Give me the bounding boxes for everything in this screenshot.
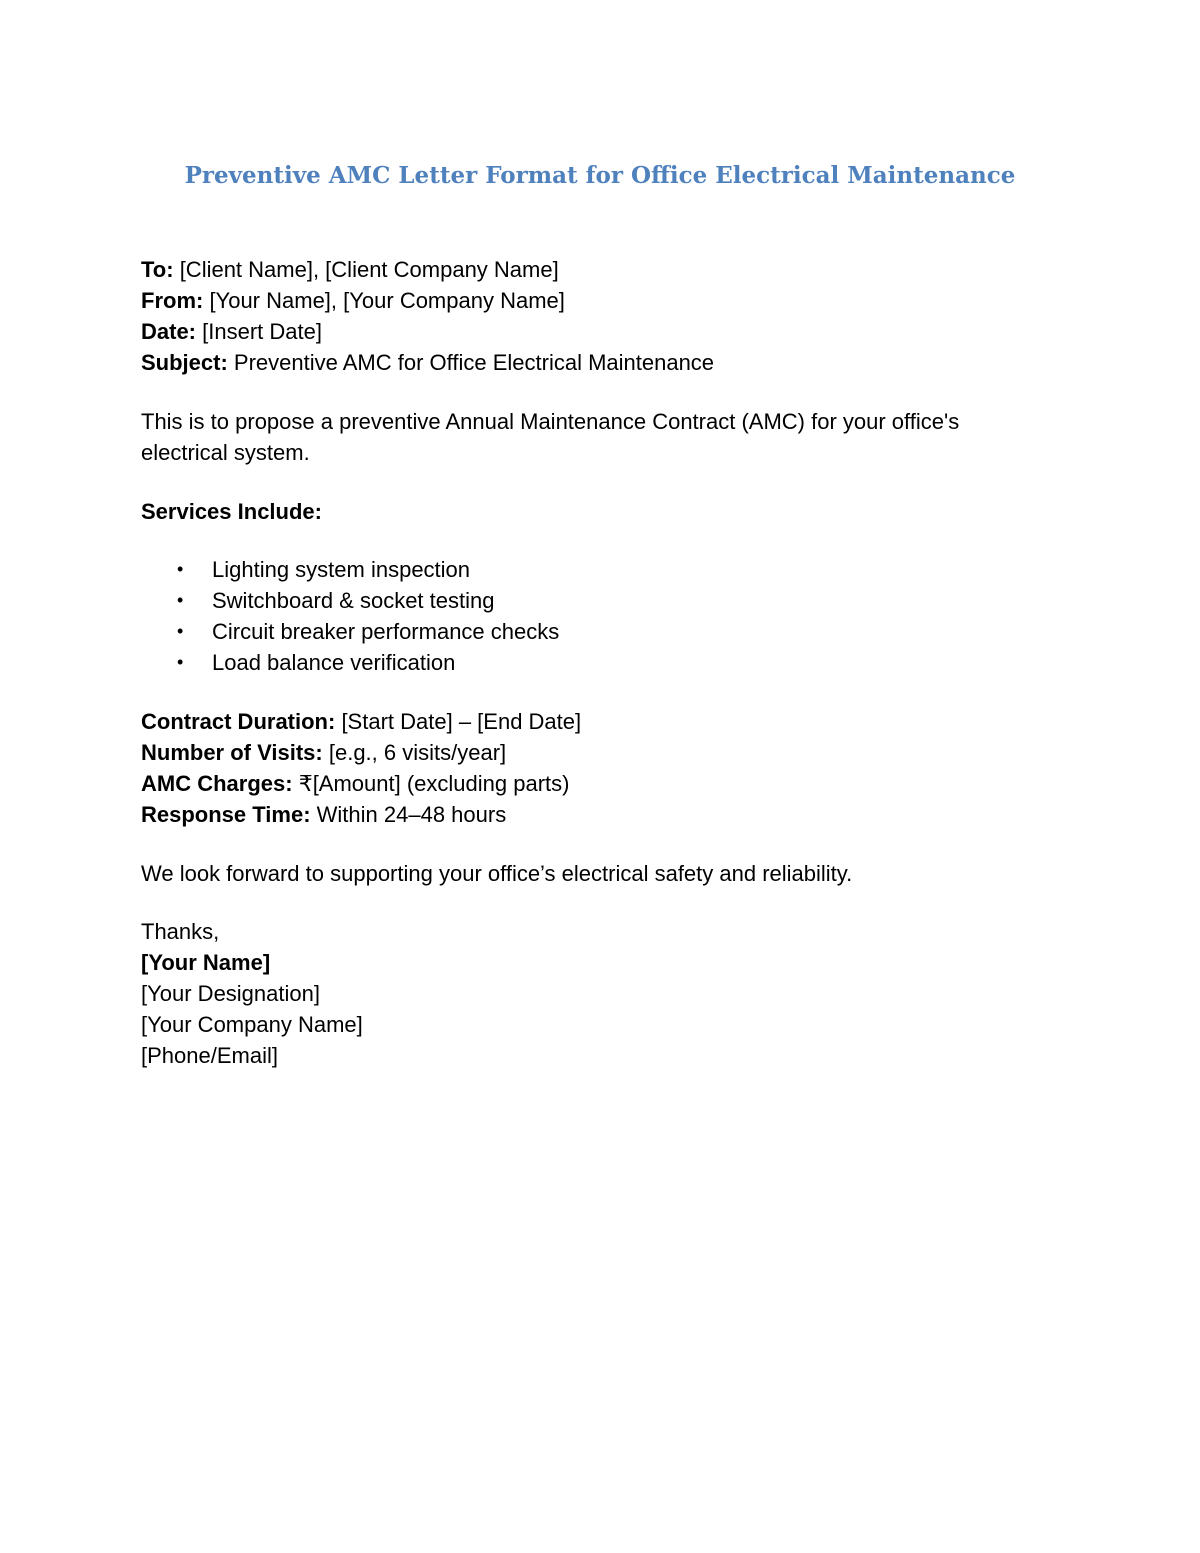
duration-line xyxy=(141,706,1061,737)
duration-label: Contract Duration: xyxy=(141,709,336,734)
response-label: Response Time: xyxy=(141,802,311,827)
services-section xyxy=(141,496,1061,527)
bullet-icon: • xyxy=(177,652,184,672)
document-title: Preventive AMC Letter Format for Office Electrical Maintenance xyxy=(184,162,1016,189)
date-line xyxy=(141,316,1061,347)
service-item-label: Switchboard & socket testing xyxy=(212,588,495,613)
service-item-label: Lighting system inspection xyxy=(212,557,471,582)
visits-value: [e.g., 6 visits/year] xyxy=(322,740,507,765)
bullet-icon: • xyxy=(177,590,184,610)
service-item-label: Circuit breaker performance checks xyxy=(212,619,560,644)
signature-contact: [Phone/Email] xyxy=(141,1043,278,1068)
to-line xyxy=(141,254,1061,285)
from-value: [Your Name], [Your Company Name] xyxy=(203,288,565,313)
service-item-label: Load balance verification xyxy=(212,650,456,675)
bullet-icon: • xyxy=(177,621,184,641)
charges-value: ₹[Amount] (excluding parts) xyxy=(292,771,570,796)
from-line xyxy=(141,285,1061,316)
response-value: Within 24–48 hours xyxy=(310,802,507,827)
letter-header xyxy=(141,254,1061,378)
closing-paragraph xyxy=(141,858,1061,889)
response-line xyxy=(141,799,1061,830)
date-value: [Insert Date] xyxy=(196,319,322,344)
intro-line-1: This is to propose a preventive Annual Maintenance Contract (AMC) for your office's xyxy=(141,409,960,434)
closing-statement: We look forward to supporting your office’s electrical safety and reliability. xyxy=(141,861,853,886)
signature-block xyxy=(141,916,1061,1071)
subject-value: Preventive AMC for Office Electrical Maintenance xyxy=(227,350,715,375)
signature-company: [Your Company Name] xyxy=(141,1012,363,1037)
thanks-text: Thanks, xyxy=(141,919,220,944)
contract-terms xyxy=(141,706,1061,830)
visits-label: Number of Visits: xyxy=(141,740,323,765)
charges-line xyxy=(141,768,1061,799)
list-item xyxy=(141,616,1061,647)
intro-paragraph xyxy=(141,406,1061,468)
list-item xyxy=(141,585,1061,616)
signature-name: [Your Name] xyxy=(141,950,271,975)
to-value: [Client Name], [Client Company Name] xyxy=(173,257,559,282)
signature-designation: [Your Designation] xyxy=(141,981,320,1006)
services-list xyxy=(141,554,1061,678)
duration-value: [Start Date] – [End Date] xyxy=(335,709,582,734)
intro-line-2: electrical system. xyxy=(141,440,310,465)
visits-line xyxy=(141,737,1061,768)
charges-label: AMC Charges: xyxy=(141,771,293,796)
from-label: From: xyxy=(141,288,204,313)
subject-label: Subject: xyxy=(141,350,228,375)
to-label: To: xyxy=(141,257,174,282)
subject-line xyxy=(141,347,1061,378)
services-heading: Services Include: xyxy=(141,499,322,524)
services-list-wrapper xyxy=(141,554,1061,678)
list-item xyxy=(141,554,1061,585)
list-item xyxy=(141,647,1061,678)
date-label: Date: xyxy=(141,319,197,344)
bullet-icon: • xyxy=(177,559,184,579)
